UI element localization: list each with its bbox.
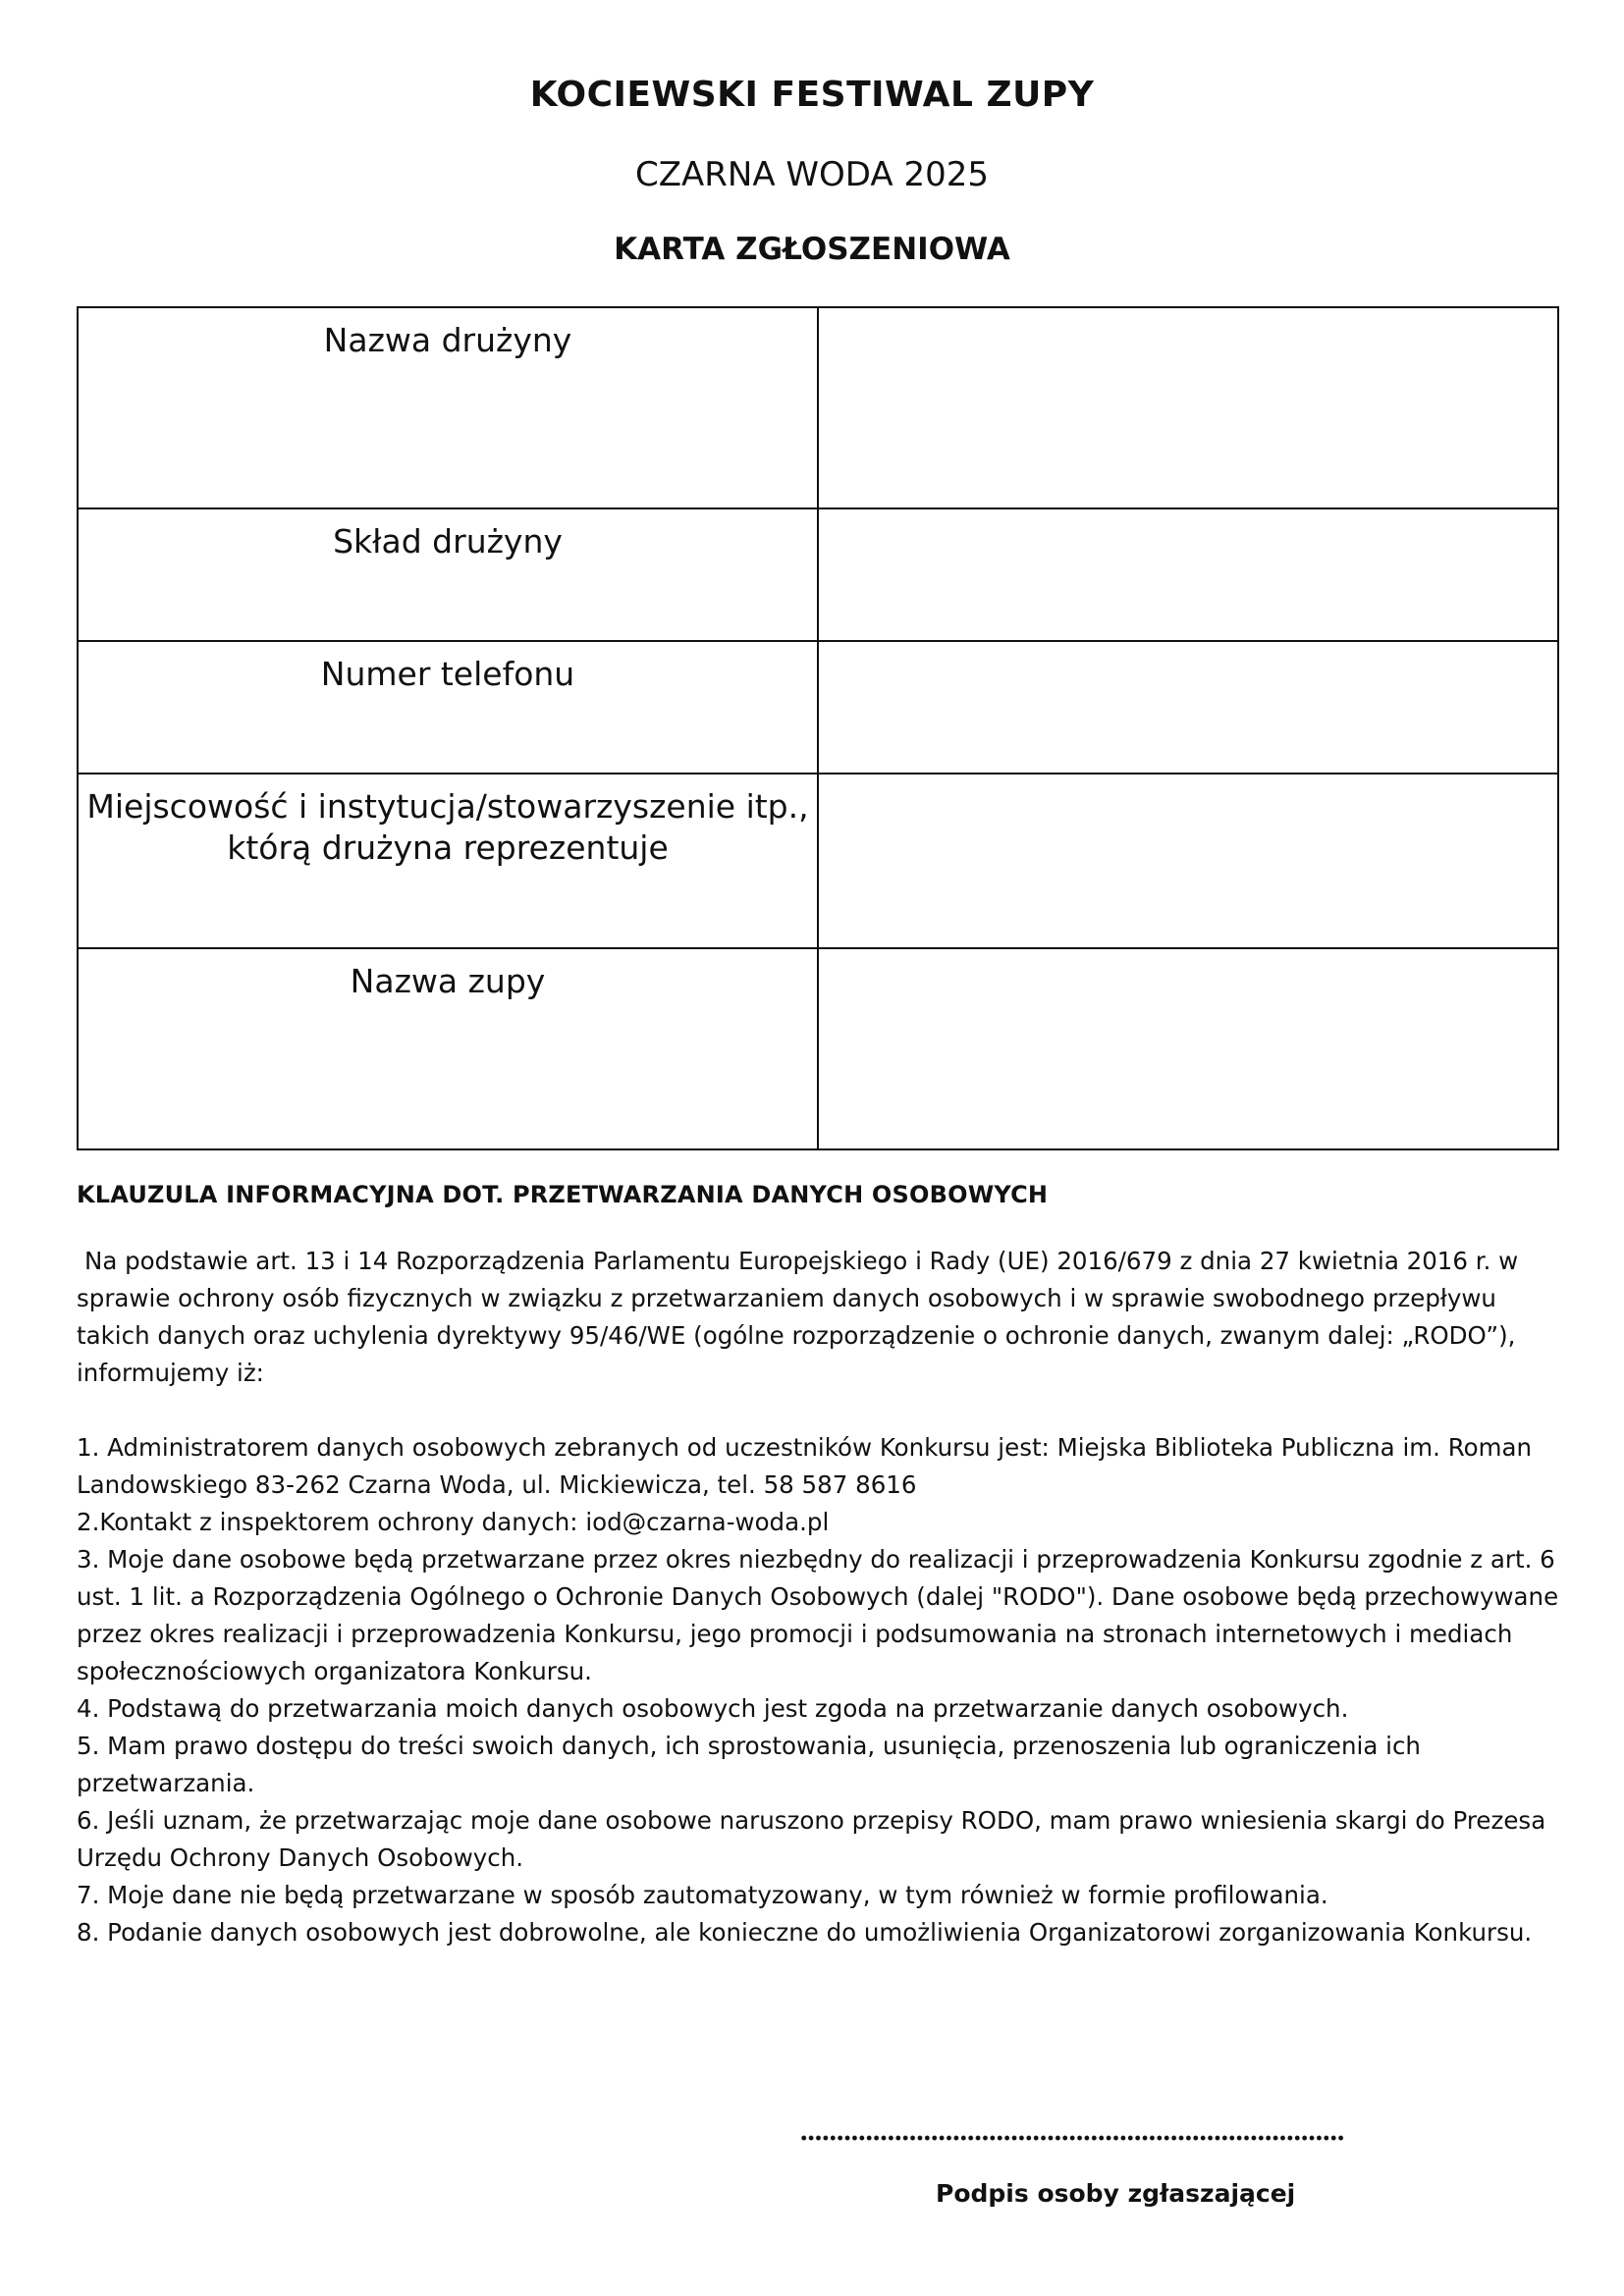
signature-label: Podpis osoby zgłaszającej	[936, 2179, 1296, 2208]
form-row-phone	[78, 641, 1558, 774]
document-subtitle: CZARNA WODA 2025	[635, 155, 989, 194]
soup-name-label: Nazwa zupy	[78, 948, 818, 1149]
signature-line[interactable]	[800, 2134, 1345, 2142]
clause-item: 6. Jeśli uznam, że przetwarzając moje dane osobowe naruszono przepisy RODO, mam prawo wniesienia skargi do Prezesa Urzędu Ochrony Danych Osobowych.	[77, 1806, 1546, 1872]
location-institution-field[interactable]	[818, 774, 1558, 948]
form-row-location-institution	[78, 774, 1558, 948]
document-title: KOCIEWSKI FESTIWAL ZUPY	[529, 75, 1095, 115]
form-row-team-members	[78, 508, 1558, 641]
team-members-field[interactable]	[818, 508, 1558, 641]
clause-heading: KLAUZULA INFORMACYJNA DOT. PRZETWARZANIA DANYCH OSOBOWYCH	[77, 1181, 1049, 1208]
clause-item: 1. Administratorem danych osobowych zebranych od uczestników Konkursu jest: Miejska Biblioteka Publiczna im. Roman Landowskiego 83-262 Czarna Woda, ul. Mickiewicza, tel. 58 587 8616	[77, 1433, 1533, 1499]
team-name-field[interactable]	[818, 307, 1558, 508]
clause-item: 7. Moje dane nie będą przetwarzane w sposób zautomatyzowany, w tym również w formie profilowania.	[77, 1881, 1328, 1909]
clause-item: 5. Mam prawo dostępu do treści swoich danych, ich sprostowania, usunięcia, przenoszenia lub ograniczenia ich przetwarzania.	[77, 1732, 1421, 1797]
clause-item: 8. Podanie danych osobowych jest dobrowolne, ale konieczne do umożliwienia Organizatorowi zorganizowania Konkursu.	[77, 1918, 1533, 1947]
form-row-team-name	[78, 307, 1558, 508]
clause-intro: Na podstawie art. 13 i 14 Rozporządzenia Parlamentu Europejskiego i Rady (UE) 2016/679 z dnia 27 kwietnia 2016 r. w sprawie ochrony osób fizycznych w związku z przetwarzaniem danych osobowych i w sprawie swobodnego przepływu takich danych oraz uchylenia dyrektywy 95/46/WE (ogólne rozporządzenie o ochronie danych, zwanym dalej: „RODO”), informujemy iż:	[77, 1247, 1519, 1387]
application-form-table	[77, 306, 1559, 1150]
clause-item: 3. Moje dane osobowe będą przetwarzane przez okres niezbędny do realizacji i przeprowadzenia Konkursu zgodnie z art. 6 ust. 1 lit. a Rozporządzenia Ogólnego o Ochronie Danych Osobowych (dalej "RODO"). Dane osobowe będą przechowywane przez okres realizacji i przeprowadzenia Konkursu, jego promocji i podsumowania na stronach internetowych i mediach społecznościowych organizatora Konkursu.	[77, 1545, 1559, 1685]
phone-field[interactable]	[818, 641, 1558, 774]
location-institution-label: Miejscowość i instytucja/stowarzyszenie itp., którą drużyna reprezentuje	[78, 774, 818, 948]
clause-item: 2.Kontakt z inspektorem ochrony danych: iod@czarna-woda.pl	[77, 1508, 830, 1536]
team-members-label: Skład drużyny	[78, 508, 818, 641]
phone-label: Numer telefonu	[78, 641, 818, 774]
soup-name-field[interactable]	[818, 948, 1558, 1149]
clause-body	[77, 1243, 1559, 1951]
form-heading: KARTA ZGŁOSZENIOWA	[614, 232, 1010, 267]
form-row-soup-name	[78, 948, 1558, 1149]
clause-item: 4. Podstawą do przetwarzania moich danych osobowych jest zgoda na przetwarzanie danych osobowych.	[77, 1694, 1349, 1723]
team-name-label: Nazwa drużyny	[78, 307, 818, 508]
